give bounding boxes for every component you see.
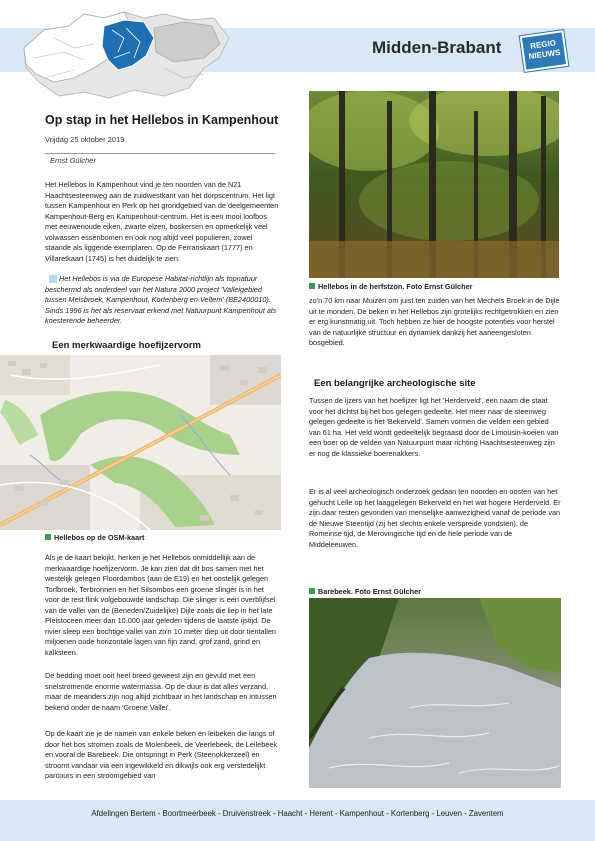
article-date: Vrijdag 25 oktober 2019 [45, 135, 125, 144]
right-paragraph-2: Tussen de ijzers van het hoefijzer ligt het 'Herderveld', een naam die staat voor het dichtst bij het bos gelegen gedeelte. Het meer naar de steenweg gelegen gedeelte is het 'Bekerveld'. Samen vormen die velden een gebied van 61 ha. Het veld wordt gedeeltelijk begraasd door de Limousin-koeien van een boer op de velden van Natuurpunt maar richting Haachtsesteenweg zijn er nog de klassieke boerenakkers. [309, 396, 559, 458]
callout-paragraph: Het Hellebos is via de Europese Habitat-richtlijn als topnatuur beschermd als onderdeel van het Natura 2000 project 'Valleigebied tussen Melsbroek, Kampenhout, Kortenberg en Veltem' (BE2400010). Sinds 1996 is het als reservaat erkend met Natuurpunt Kampenhout als koesterende beheerder. [45, 274, 277, 325]
map-paragraph-1: Als je de kaart bekijkt, herken je het Hellebos onmiddellijk aan de merkwaardige hoefijzervorm. Je kan zien dat dit bos samen met het westelijk gelegen Floordambos (aan de E19) en het oostelijk gelegen Torfbroek, Terbronnen en het Silsombos een groene slinger is in het voor de rest flink volgebouwde landschap. Die slinger is een overblijfsel van de vallei van de (Beneden/Zuidelijke) Dijle zoals die liep in het late Pleistoceen meer dan 10.000 jaar geleden tijdens de laatste ijstijd. De rivier sleep een bochtige vallei van zo'n 10 meter diep uit door tientallen miljoenen oude horizontale lagen van fijn zand, grof zand, grind en kalksteen. [45, 553, 276, 657]
caption-square-icon [45, 534, 51, 540]
forest-photo [309, 91, 559, 278]
footer-departments: Afdelingen Bertem - Boortmeerbeek - Druivenstreek - Haacht - Herent - Kampenhout - Kortenberg - Leuven - Zaventem [91, 809, 504, 818]
map-paragraph-3: Op de kaart zie je de namen van enkele beken en leibeken die langs of door het bos stromen zoals de Molenbeek, de Veerlebeek, de Leilebeek en vooral de Barebeek. Die ontspringt in Perk (Steenokkerzeel) en stroomt vandaar via een ingewikkeld en dikwijls ook erg verstedelijkt parcours in een stroomgebied van [45, 729, 278, 780]
region-title: Midden-Brabant [372, 38, 502, 57]
map-caption [45, 533, 144, 542]
regio-nieuws-logo [520, 30, 569, 72]
article-title: Op stap in het Hellebos in Kampenhout [45, 113, 279, 127]
logo-text-top: REGIO [529, 38, 557, 51]
subheading-hoefijzer: Een merkwaardige hoefijzervorm [52, 340, 201, 351]
author-divider [45, 153, 275, 154]
map-caption-text: Hellebos op de OSM-kaart [54, 533, 145, 542]
river-caption-text: Barebeek. Foto Ernst Gülcher [318, 587, 421, 596]
intro-paragraph: Het Hellebos in Kampenhout vind je ten noorden van de N21 Haachtsesteenweg aan de zuidwestkant van het dorpscentrum. Het ligt tussen Kampenhout en Perk op het grondgebied van de deelgemeenten Kampenhout-Berg en Kampenhout-centrum. Het is een mooi loofbos met eeuwenoude eiken, zwarte elzen, boskersen en opmerkelijk veel volwassen essenbomen en ook nog altijd veel populieren, zowel staande als liggende exemplaren. Op de Ferrariskaart (1777) en Villaretkaart (1745) is het duidelijk te zien. [45, 180, 279, 263]
forest-caption-text: Hellebos in de herfstzon. Foto Ernst Gülcher [318, 282, 473, 291]
right-paragraph-1: zo'n 70 km naar Muizen om juist ten zuiden van het Mechels Broek in de Dijle uit te monden. De beken in het Hellebos zijn grotelijks rechtgetrokken en zien er erg kunstmatig uit. Toch hebben ze hier de hoogste potenties voor herstel van de natuurlijke structuur en dynamiek dankzij het aaneengesloten bosgebied. [309, 296, 560, 347]
footer-band [0, 800, 595, 841]
osm-map-image [0, 355, 281, 530]
logo-text-bottom: NIEUWS [528, 47, 561, 62]
map-paragraph-2: De bedding moet ooit heel breed geweest zijn en gevuld met een snelstromende enorme watermassa. Op de duur is dat alles verzand, maar de meanders zijn nog altijd zichtbaar in het landschap en intussen bekend onder de naam 'Groene Vallei'. [45, 671, 277, 712]
forest-caption [309, 282, 472, 291]
caption-square-icon [309, 588, 315, 594]
right-paragraph-3: Er is al veel archeologisch onderzoek gedaan ten noorden en oosten van het gehucht Lelle op het laaggelegen Bekerveld en het wat hogere Herderveld. Er zijn daar resten gevonden van menselijke aanwezigheid vanaf de periode van de Nieuwe Steentijd (zij het slechts enkele verspreide vondsten), de Romeinse tijd, de Merovingische tijd en de hele periode van de Middeleeuwen. [309, 487, 561, 549]
article-author: Ernst Gülcher [50, 156, 96, 165]
caption-square-icon [309, 283, 315, 289]
river-photo [309, 598, 561, 788]
subheading-archeologie: Een belangrijke archeologische site [314, 378, 476, 389]
river-caption [309, 587, 421, 596]
region-map-icon [14, 8, 234, 100]
